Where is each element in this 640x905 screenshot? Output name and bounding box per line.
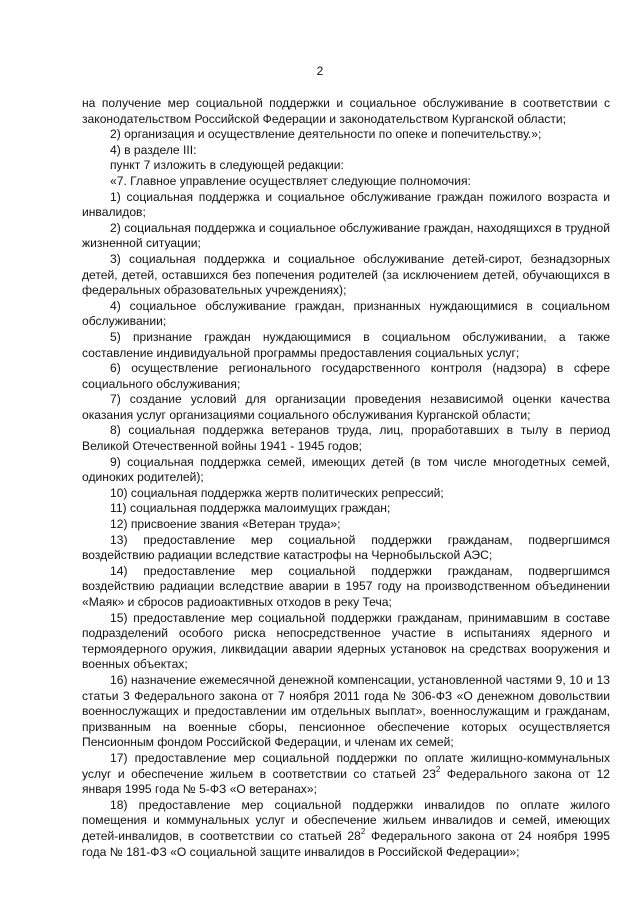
- document-body: [82, 96, 610, 860]
- page-number: 2: [316, 64, 324, 78]
- list-item: 16) назначение ежемесячной денежной компенсации, установленной частями 9, 10 и 13 статьи 3 Федерального закона от 7 ноября 2011 года № 306-ФЗ «О денежном довольствии военнослужащих и предоставлении им отдельных выплат», военнослужащим и гражданам, призванным на военные сборы, пенсионное обеспечение которых осуществляется Пенсионным фондом Российской Федерации, и членам их семей;: [82, 672, 610, 750]
- superscript: 2: [435, 764, 441, 774]
- paragraph: 4) в разделе III:: [110, 142, 197, 157]
- list-item: 13) предоставление мер социальной поддержки гражданам, подвергшимся воздействию радиации вследствие катастрофы на Чернобыльской АЭС;: [82, 532, 610, 563]
- list-item: 3) социальная поддержка и социальное обслуживание детей-сирот, безнадзорных детей, детей, оставшихся без попечения родителей (за исключением детей, обучающихся в федеральных образовательных учреждениях);: [82, 251, 610, 298]
- paragraph: пункт 7 изложить в следующей редакции:: [110, 158, 344, 173]
- list-item: 5) признание граждан нуждающимися в социальном обслуживании, а также составление индивидуальной программы предоставления социальных услуг;: [82, 329, 610, 360]
- paragraph-continuation: на получение мер социальной поддержки и социальное обслуживание в соответствии с законодательством Российской Федерации и законодательством Курганской области;: [82, 96, 610, 126]
- list-item-text: Федерального закона от 24 ноября 1995 года № 181-ФЗ «О социальной защите инвалидов в Российской Федерации»;: [82, 828, 610, 859]
- list-item: 4) социальное обслуживание граждан, признанных нуждающимися в социальном обслуживании;: [82, 298, 610, 329]
- list-item: 15) предоставление мер социальной поддержки гражданам, принимавшим в составе подразделений особого риска непосредственное участие в испытаниях ядерного и термоядерного оружия, ликвидации аварии ядерных установок на средствах вооружения и военных объектах;: [82, 610, 610, 672]
- paragraph: «7. Главное управление осуществляет следующие полномочия:: [110, 173, 471, 188]
- list-item: 6) осуществление регионального государственного контроля (надзора) в сфере социального обслуживания;: [82, 361, 610, 391]
- list-item: [82, 751, 610, 798]
- list-item: [82, 798, 610, 860]
- superscript: 2: [360, 826, 366, 836]
- list-item-text: Федерального закона от 12 января 1995 года № 5-ФЗ «О ветеранах»;: [82, 766, 610, 797]
- list-item: 9) социальная поддержка семей, имеющих детей (в том числе многодетных семей, одиноких родителей);: [82, 454, 610, 485]
- list-item: 2) социальная поддержка и социальное обслуживание граждан, находящихся в трудной жизненной ситуации;: [82, 220, 610, 251]
- paragraph: 2) организация и осуществление деятельности по опеке и попечительству.»;: [110, 127, 542, 142]
- list-item: 12) присвоение звания «Ветеран труда»;: [110, 517, 341, 532]
- list-item: 8) социальная поддержка ветеранов труда, лиц, проработавших в тылу в период Великой Отечественной войны 1941 - 1945 годов;: [82, 423, 610, 454]
- list-item: 10) социальная поддержка жертв политических репрессий;: [110, 485, 444, 500]
- list-item-text: 18) предоставление мер социальной поддержки инвалидов по оплате жилого помещения и коммунальных услуг и обеспечение жильем инвалидов и семей, имеющих детей-инвалидов, в соответствии со статьей 28: [82, 797, 610, 843]
- list-item: 7) создание условий для организации проведения независимой оценки качества оказания услуг организациями социального обслуживания Курганской области;: [82, 392, 610, 422]
- list-item: 1) социальная поддержка и социальное обслуживание граждан пожилого возраста и инвалидов;: [82, 189, 610, 220]
- list-item: 14) предоставление мер социальной поддержки гражданам, подвергшимся воздействию радиации вследствие аварии в 1957 году на производственном объединении «Маяк» и сбросов радиоактивных отходов в реку Теча;: [82, 563, 610, 609]
- list-item-text: 17) предоставление мер социальной поддержки по оплате жилищно-коммунальных услуг и обеспечение жильем в соответствии со статьей 23: [82, 750, 610, 781]
- list-item: 11) социальная поддержка малоимущих граждан;: [110, 501, 391, 516]
